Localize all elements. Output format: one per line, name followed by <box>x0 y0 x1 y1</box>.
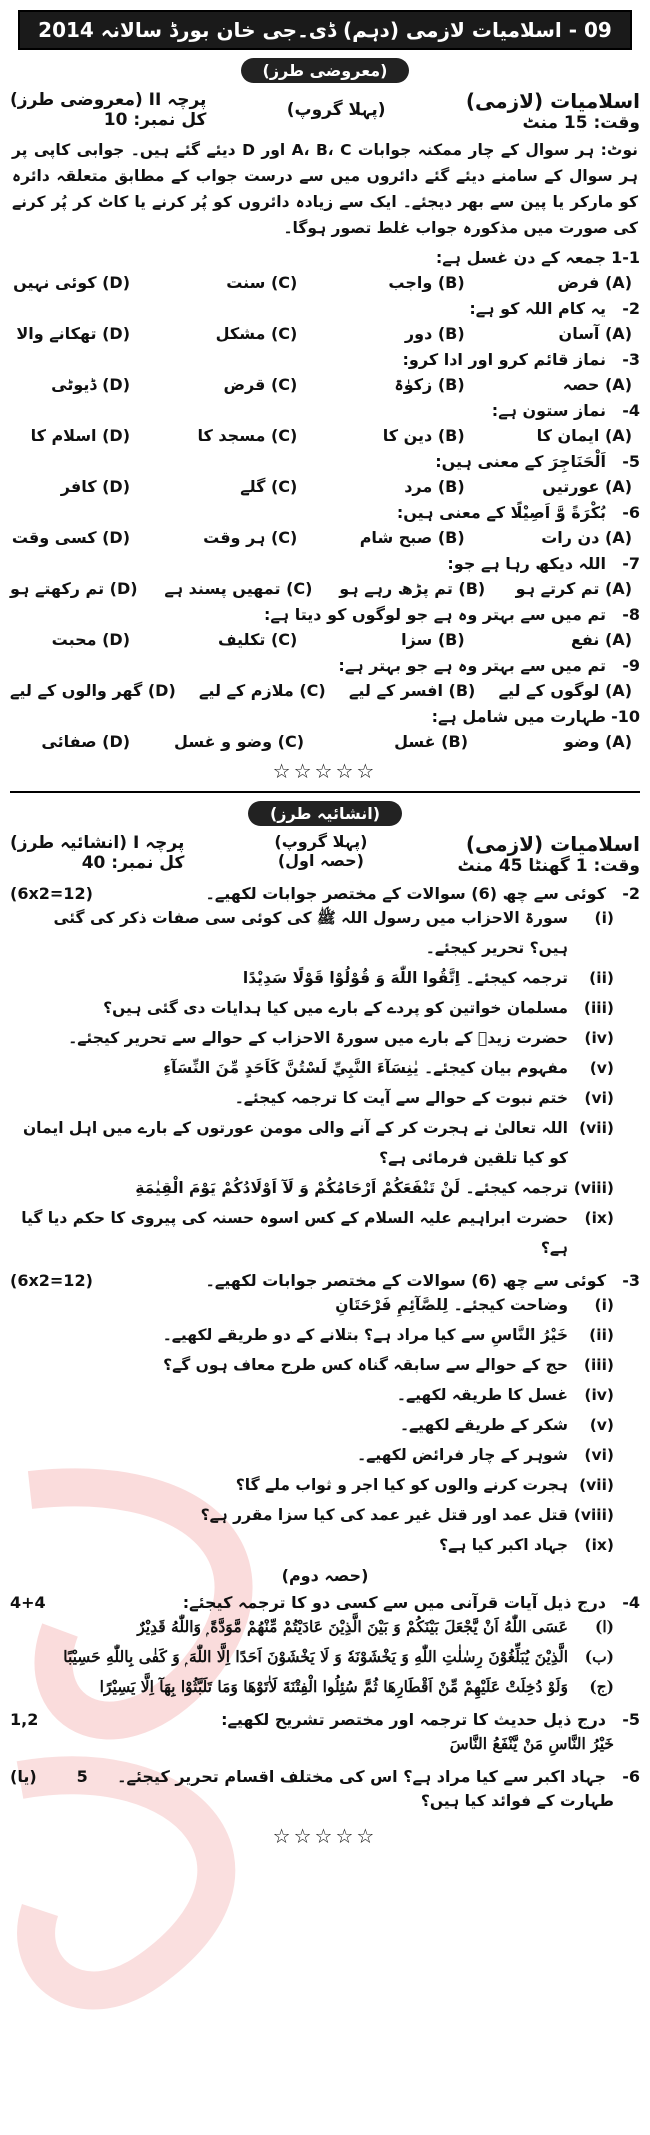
mcq-option-c: (C) وضو و غسل <box>174 732 304 751</box>
mcq-options <box>10 477 632 496</box>
question-3-items <box>10 1290 640 1560</box>
mcq-stem: نماز ستون ہے: <box>491 401 606 420</box>
mcq-options <box>10 426 632 445</box>
sub-question <box>10 1470 640 1500</box>
group-label: (پہلا گروپ) <box>286 100 386 120</box>
mcq-stem: یہ کام اللہ کو ہے: <box>469 299 606 318</box>
mcq-stem: نماز قائم کرو اور ادا کرو: <box>402 350 606 369</box>
mcq-stem: طہارت میں شامل ہے: <box>431 707 606 726</box>
sub-question-text: غسل کا طریقہ لکھیے۔ <box>396 1386 568 1404</box>
sub-question <box>10 1410 640 1440</box>
mcq-question <box>10 452 640 471</box>
mcq-option-d: (D) اسلام کا <box>30 426 131 445</box>
hadith-text: خَيْرُ النَّاسِ مَنْ يَّنْفَعُ النَّاسَ <box>449 1734 614 1753</box>
section-2-label: (حصہ دوم) <box>281 1566 369 1585</box>
mcq-question <box>10 503 640 522</box>
sub-question <box>10 1350 640 1380</box>
mcq-stem: اَلْحَنَاجِرَ کے معنی ہیں: <box>435 452 606 471</box>
question-4-items <box>10 1612 640 1702</box>
mcq-question <box>10 605 640 624</box>
sub-question-number: (ا) <box>595 1617 614 1636</box>
sub-question-number: (vii) <box>579 1119 614 1137</box>
sub-question-number: (iii) <box>583 999 614 1017</box>
sub-question-number: (ii) <box>589 1326 614 1344</box>
mcq-number: 9- <box>622 656 640 675</box>
paper-label: پرچہ II (معروضی طرز) <box>10 90 207 110</box>
mcq-option-a: (A) دن رات <box>541 528 632 547</box>
mcq-options <box>10 732 632 751</box>
question-4: 4- درج ذیل آیات قرآنی میں سے کسی دو کا ترجمہ کیجئے: 4+4 <box>10 1593 640 1612</box>
mcq-option-a: (A) لوگوں کے لیے <box>498 681 632 700</box>
mcq-option-a: (A) حصہ <box>562 375 632 394</box>
stars-divider-2: ☆☆☆☆☆ <box>272 1824 378 1848</box>
marks-label-2: کل نمبر: 40 <box>81 853 185 873</box>
sub-question <box>10 903 640 963</box>
mcq-stem: بُكْرَةً وَّ اَصِيْلًا کے معنی ہیں: <box>396 503 606 522</box>
objective-pill: (معروضی طرز) <box>10 58 640 83</box>
sub-question-number: (vi) <box>584 1446 614 1464</box>
marks-label: کل نمبر: 10 <box>103 110 207 130</box>
mcq-number: 1-1 <box>611 248 640 267</box>
mcq-number: 3- <box>622 350 640 369</box>
sub-question-number: (ii) <box>589 969 614 987</box>
sub-question-text: مفہوم بیان کیجئے۔ يٰنِسَآءَ النَّبِيِّ لَسْتُنَّ كَاَحَدٍ مِّنَ النِّسَآءِ <box>163 1059 568 1077</box>
mcq-option-b: (B) افسر کے لیے <box>349 681 476 700</box>
sub-question-number: (i) <box>594 909 614 927</box>
mcq-option-c: (C) تمھیں پسند ہے <box>164 579 313 598</box>
mcq-question <box>10 656 640 675</box>
sub-question-text: وضاحت کیجئے۔ لِلصَّآئِمِ فَرْحَتَانِ <box>335 1296 568 1314</box>
subjective-meta <box>10 832 640 876</box>
subject-label-2: اسلامیات (لازمی) <box>465 832 640 856</box>
sub-question <box>10 1642 640 1672</box>
subject-label: اسلامیات (لازمی) <box>465 89 640 113</box>
time-label-2: وقت: 1 گھنٹا 45 منٹ <box>457 856 640 876</box>
sub-question <box>10 1530 640 1560</box>
mcq-option-b: (B) زکوٰۃ <box>394 375 465 394</box>
mcq-option-a: (A) آسان <box>558 324 632 343</box>
mcq-option-c: (C) قرض <box>223 375 298 394</box>
mcq-option-b: (B) سزا <box>401 630 465 649</box>
sub-question <box>10 993 640 1023</box>
mcq-option-d: (D) محبت <box>51 630 131 649</box>
sub-question-text: حضرت زیدؓ کے بارے میں سورۃ الاحزاب کے حوالے سے تحریر کیجئے۔ <box>68 1029 568 1047</box>
sub-question-text: ختم نبوت کے حوالے سے آیت کا ترجمہ کیجئے۔ <box>234 1089 568 1107</box>
sub-question <box>10 1023 640 1053</box>
mcq-option-c: (C) ملازم کے لیے <box>199 681 326 700</box>
mcq-question <box>10 401 640 420</box>
mcq-number: 5- <box>622 452 640 471</box>
sub-question <box>10 1203 640 1263</box>
sub-question <box>10 1612 640 1642</box>
mcq-stem: جمعہ کے دن غسل ہے: <box>435 248 606 267</box>
question-5: 5- درج ذیل حدیث کا ترجمہ اور مختصر تشریح لکھیے: 1,2 <box>10 1710 640 1729</box>
mcq-question <box>10 707 640 726</box>
sub-question-text: مسلمان خواتین کو پردے کے بارے میں کیا ہدایات دی گئی ہیں؟ <box>103 999 568 1017</box>
sub-question-text: الَّذِيْنَ يُبَلِّغُوْنَ رِسٰلٰتِ اللّٰهِ وَ يَخْشَوْنَهٗ وَ لَا يَخْشَوْنَ اَحَدًا اِلَّا اللّٰهَ ۭ وَ كَفٰى بِاللّٰهِ حَسِيْبًا <box>63 1647 568 1666</box>
mcq-option-a: (A) تم کرتے ہو <box>515 579 632 598</box>
sub-question-text: شکر کے طریقے لکھیے۔ <box>399 1416 568 1434</box>
sub-question-text: حضرت ابراہیم علیہ السلام کے کس اسوہ حسنہ کی پیروی کا حکم دیا گیا ہے؟ <box>21 1209 568 1257</box>
sub-question-number: (i) <box>594 1296 614 1314</box>
instructions-note: نوٹ: ہر سوال کے چار ممکنہ جوابات A، B، C اور D دیئے گئے ہیں۔ جوابی کاپی پر ہر سوال کے سامنے دیئے گئے دائروں میں سے درست جواب کے مطابق متعلقہ دائرہ کو مارکر یا پین سے بھر دیجئے۔ ایک سے زیادہ دائروں کو پُر کرنے یا کاٹ کر پُر کرنے کی صورت میں مذکورہ جواب غلط تصور ہوگا۔ <box>12 141 638 237</box>
sub-question <box>10 1290 640 1320</box>
mcq-option-d: (D) تم رکھتے ہو <box>10 579 138 598</box>
sub-question <box>10 1380 640 1410</box>
sub-question-text: ترجمہ کیجئے۔ اِتَّقُوا اللّٰهَ وَ قُوْلُوْا قَوْلًا سَدِيْدًا <box>242 969 568 987</box>
stars-divider: ☆☆☆☆☆ <box>272 759 378 783</box>
mcq-option-c: (C) گلے <box>240 477 298 496</box>
time-label: وقت: 15 منٹ <box>522 113 640 133</box>
sub-question-number: (viii) <box>573 1506 614 1524</box>
question-6-alt: طہارت کے فوائد کیا ہیں؟ <box>420 1792 614 1810</box>
mcq-option-d: (D) ڈیوٹی <box>51 375 131 394</box>
mcq-option-a: (A) فرض <box>557 273 632 292</box>
mcq-number: 4- <box>622 401 640 420</box>
sub-question-number: (vi) <box>584 1089 614 1107</box>
sub-question-text: خَيْرُ النَّاسِ سے کیا مراد ہے؟ بتلانے کے دو طریقے لکھیے۔ <box>162 1326 568 1344</box>
sub-question-text: حج کے حوالے سے سابقہ گناہ کس طرح معاف ہوں گے؟ <box>163 1356 568 1374</box>
mcq-options <box>10 273 632 292</box>
paper-label-2: پرچہ I (انشائیہ طرز) <box>10 833 185 853</box>
sub-question-text: ترجمہ کیجئے۔ لَنْ تَنْفَعَكُمْ اَرْحَامُكُمْ وَ لَآ اَوْلَادُكُمْ يَوْمَ الْقِيٰمَةِ <box>135 1179 568 1197</box>
mcq-option-b: (B) دور <box>404 324 465 343</box>
sub-question-number: (ب) <box>584 1647 614 1666</box>
mcq-option-d: (D) کوئی نہیں <box>13 273 131 292</box>
sub-question <box>10 1440 640 1470</box>
mcq-options <box>10 324 632 343</box>
sub-question-number: (vii) <box>579 1476 614 1494</box>
mcq-stem: اللہ دیکھ رہا ہے جو: <box>447 554 606 573</box>
mcq-list <box>10 248 640 751</box>
mcq-question <box>10 350 640 369</box>
sub-question <box>10 963 640 993</box>
mcq-option-c: (C) مشکل <box>215 324 298 343</box>
sub-question-text: عَسَى اللّٰهُ اَنْ يَّجْعَلَ بَيْنَكُمْ وَ بَيْنَ الَّذِيْنَ عَادَيْتُمْ مِّنْهُمْ مَّوَدَّةً ۭ وَاللّٰهُ قَدِيْرٌ <box>137 1617 568 1636</box>
mcq-number: 8- <box>622 605 640 624</box>
sub-question-number: (v) <box>589 1416 614 1434</box>
mcq-number: 6- <box>622 503 640 522</box>
mcq-option-a: (A) نفع <box>570 630 632 649</box>
mcq-option-d: (D) کافر <box>60 477 131 496</box>
mcq-option-c: (C) ہر وقت <box>203 528 298 547</box>
question-2-items <box>10 903 640 1263</box>
mcq-option-d: (D) کسی وقت <box>11 528 131 547</box>
sub-question <box>10 1672 640 1702</box>
sub-question-number: (ix) <box>584 1209 614 1227</box>
mcq-option-a: (A) ایمان کا <box>536 426 632 445</box>
mcq-option-d: (D) تھکانے والا <box>16 324 131 343</box>
sub-question-number: (viii) <box>573 1179 614 1197</box>
mcq-question <box>10 299 640 318</box>
sub-question-text: اللہ تعالیٰ نے ہجرت کر کے آنے والی مومن عورتوں کے بارے میں اہل ایمان کو کیا تلقین فرمائی ہے؟ <box>22 1119 568 1167</box>
mcq-stem: تم میں سے بہتر وہ ہے جو لوگوں کو دیتا ہے: <box>264 605 606 624</box>
mcq-options <box>10 375 632 394</box>
sub-question-text: سورۃ الاحزاب میں رسول اللہ ﷺ کی کوئی سی صفات ذکر کی گئی ہیں؟ تحریر کیجئے۔ <box>53 909 568 957</box>
mcq-option-d: (D) گھر والوں کے لیے <box>10 681 176 700</box>
mcq-options <box>10 528 632 547</box>
mcq-option-c: (C) تکلیف <box>217 630 298 649</box>
mcq-option-b: (B) مرد <box>404 477 465 496</box>
subjective-pill: (انشائیہ طرز) <box>10 801 640 826</box>
sub-question-number: (iv) <box>584 1029 614 1047</box>
mcq-option-a: (A) عورتیں <box>542 477 632 496</box>
sub-question-text: ہجرت کرنے والوں کو کیا اجر و ثواب ملے گا؟ <box>235 1476 568 1494</box>
mcq-option-b: (B) غسل <box>394 732 468 751</box>
sub-question <box>10 1500 640 1530</box>
question-2: 2- کوئی سے چھ (6) سوالات کے مختصر جوابات لکھیے۔ (6x2=12) <box>10 884 640 903</box>
sub-question <box>10 1173 640 1203</box>
mcq-number: 7- <box>622 554 640 573</box>
mcq-option-a: (A) وضو <box>563 732 632 751</box>
mcq-options <box>10 579 632 598</box>
mcq-option-b: (B) واجب <box>388 273 465 292</box>
mcq-option-b: (B) تم پڑھ رہے ہو <box>339 579 486 598</box>
mcq-options <box>10 630 632 649</box>
group-label-2: (پہلا گروپ) <box>274 832 368 851</box>
mcq-stem: تم میں سے بہتر وہ ہے جو بہتر ہے: <box>338 656 606 675</box>
sub-question-text: قتل عمد اور قتل غیر عمد کی کیا سزا مقرر ہے؟ <box>200 1506 568 1524</box>
question-6: 6- جہاد اکبر سے کیا مراد ہے؟ اس کی مختلف اقسام تحریر کیجئے۔ (یا) 5 <box>10 1767 640 1786</box>
section-separator <box>10 791 640 793</box>
sub-question-number: (iv) <box>584 1386 614 1404</box>
mcq-number: 2- <box>622 299 640 318</box>
sub-question-number: (ج) <box>589 1677 614 1696</box>
sub-question <box>10 1113 640 1173</box>
section-label: (حصہ اول) <box>277 851 364 870</box>
sub-question-text: شوہر کے چار فرائض لکھیے۔ <box>357 1446 568 1464</box>
sub-question <box>10 1083 640 1113</box>
header <box>10 10 640 50</box>
sub-question-number: (iii) <box>583 1356 614 1374</box>
sub-question-text: وَلَوْ دُخِلَتْ عَلَيْهِمْ مِّنْ اَقْطَارِهَا ثُمَّ سُئِلُوا الْفِتْنَةَ لَاٰتَوْهَا وَمَا تَلَبَّثُوْا بِهَآ اِلَّا يَسِيْرًا <box>99 1677 568 1696</box>
sub-question <box>10 1320 640 1350</box>
mcq-question <box>10 554 640 573</box>
sub-question-number: (ix) <box>584 1536 614 1554</box>
sub-question-text: جہاد اکبر کیا ہے؟ <box>439 1536 568 1554</box>
mcq-option-c: (C) سنت <box>226 273 298 292</box>
mcq-option-c: (C) مسجد کا <box>197 426 298 445</box>
sub-question-number: (v) <box>589 1059 614 1077</box>
question-3: 3- کوئی سے چھ (6) سوالات کے مختصر جوابات لکھیے۔ (6x2=12) <box>10 1271 640 1290</box>
header-title: 09 - اسلامیات لازمی (دہم) ڈی۔جی خان بورڈ سالانہ 2014 <box>18 10 632 50</box>
mcq-number: 10- <box>611 707 640 726</box>
mcq-option-b: (B) دین کا <box>382 426 465 445</box>
mcq-question <box>10 248 640 267</box>
objective-meta <box>10 89 640 133</box>
mcq-option-d: (D) صفائی <box>41 732 131 751</box>
sub-question <box>10 1053 640 1083</box>
mcq-options <box>10 681 632 700</box>
mcq-option-b: (B) صبح شام <box>359 528 465 547</box>
